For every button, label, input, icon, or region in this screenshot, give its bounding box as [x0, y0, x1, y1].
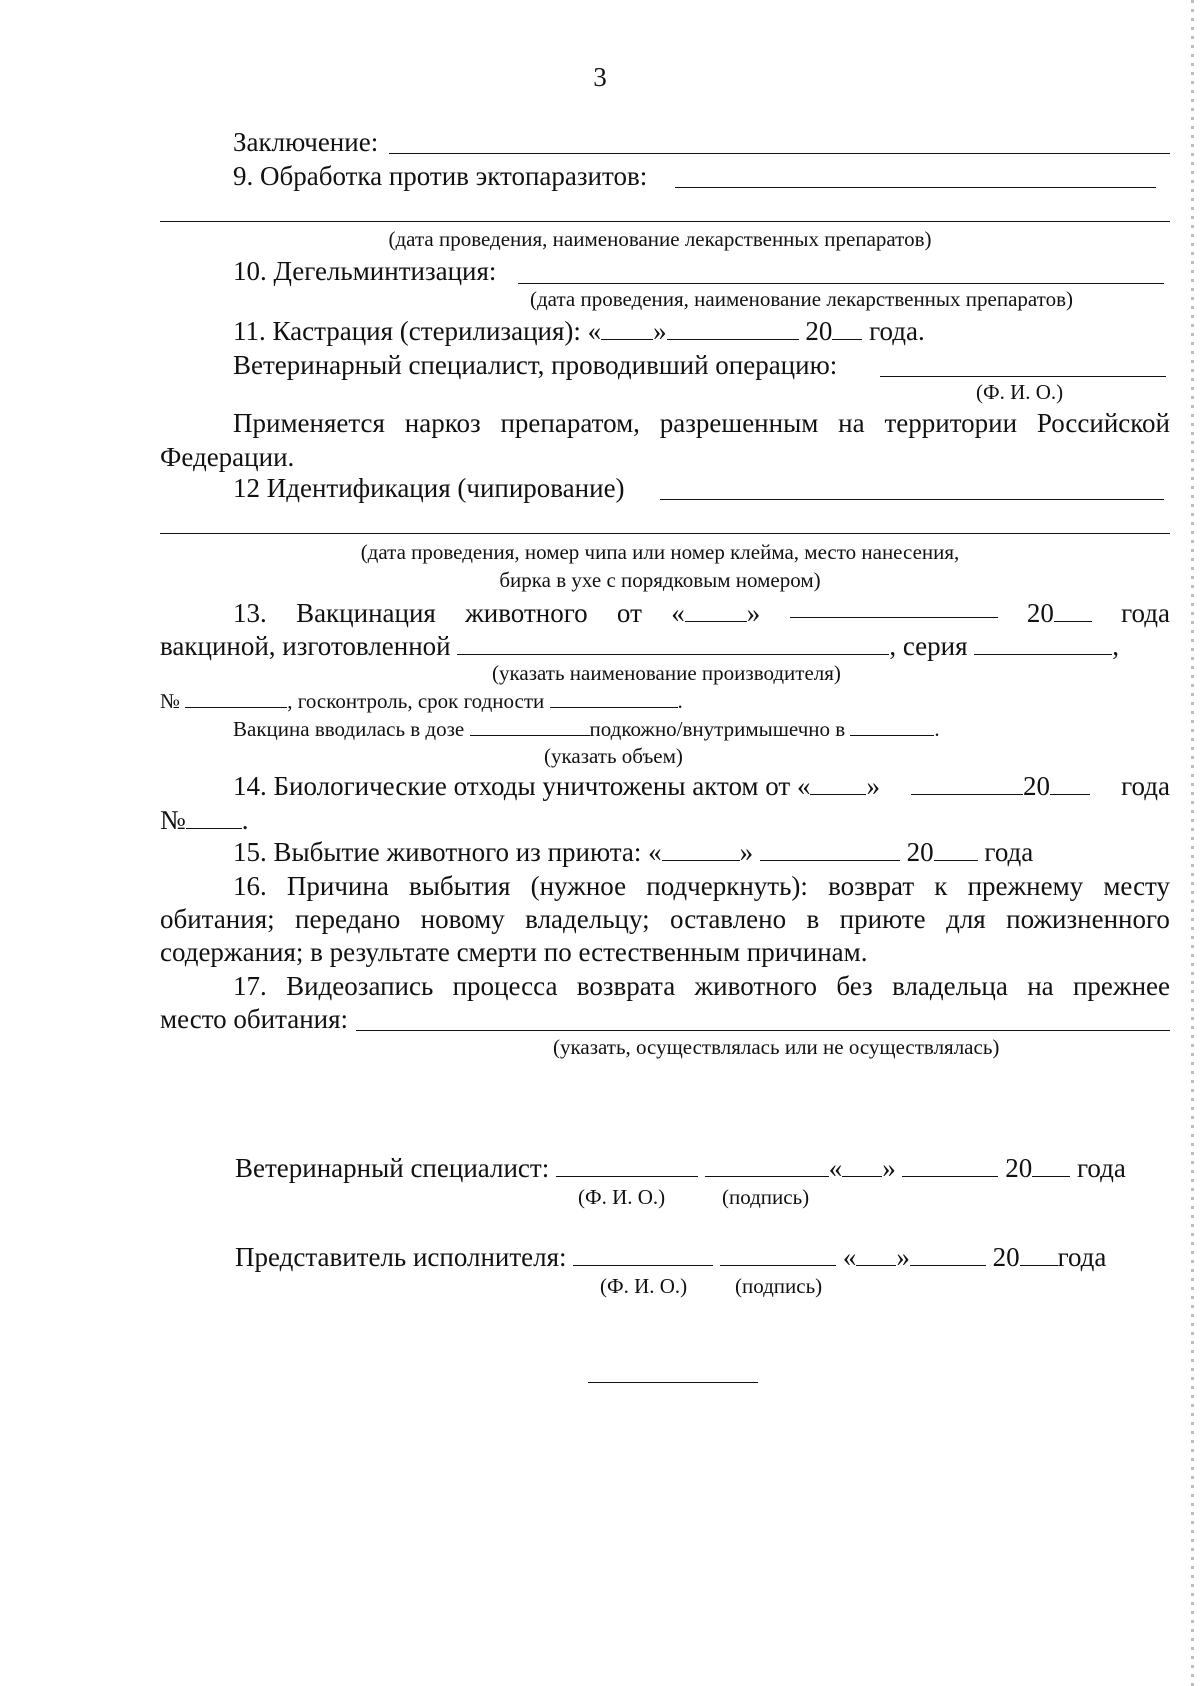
signature-vet-hint-sign: (подпись): [722, 1185, 810, 1209]
signature-vet-day-blank: [842, 1156, 882, 1177]
item13-month-blank: [790, 597, 998, 618]
signature-vet-hint-fio: (Ф. И. О.): [578, 1185, 666, 1209]
item10-line: [518, 283, 1164, 284]
signature-vet-sign-blank: [705, 1156, 829, 1177]
item17-line-2-label: место обитания:: [160, 1004, 349, 1034]
signature-rep-month-blank: [910, 1245, 986, 1266]
item13-hint-volume: (указать объем): [544, 744, 683, 768]
item17-line: [356, 1030, 1170, 1031]
item15-day-blank: [662, 840, 740, 861]
signature-vet-row: Ветеринарный специалист: « » 20 года: [235, 1153, 1126, 1183]
item13-date-blank: « »: [671, 598, 761, 628]
signature-rep-label: Представитель исполнителя:: [235, 1242, 567, 1272]
item13-line-3: № , госконтроль, срок годности .: [160, 689, 683, 713]
page-number: 3: [593, 62, 607, 92]
anesthesia-line-2: Федерации.: [160, 442, 295, 472]
item13-word: животного: [465, 598, 588, 628]
item9-line: [675, 187, 1156, 188]
item15-year-blank: [934, 840, 978, 861]
conclusion-label: Заключение:: [233, 127, 379, 157]
item15-line: 15. Выбытие животного из приюта: « » 20 года: [233, 837, 1034, 867]
item10-label: 10. Дегельминтизация:: [233, 256, 497, 286]
scan-edge-mark: [1191, 0, 1194, 1686]
item13-vaccine-label: вакциной, изготовленной: [160, 631, 451, 661]
item11-year-word: года.: [869, 316, 925, 346]
item14-month-year: 20: [911, 770, 1090, 802]
item14-date: 14. Биологические отходы уничтожены актом от « »: [233, 771, 880, 801]
item11-year-blank: [832, 319, 862, 340]
item11-line: [233, 315, 925, 347]
item13-line-2: вакциной, изготовленной , серия ,: [160, 631, 1120, 661]
item9-label: 9. Обработка против эктопаразитов:: [233, 161, 648, 191]
item13-year-word: года: [1121, 598, 1170, 628]
item13-number-blank: [185, 691, 287, 708]
item9-hint: (дата проведения, наименование лекарственных препаратов): [388, 227, 932, 251]
vet-operation-label: Ветеринарный специалист, проводивший операцию:: [233, 350, 838, 380]
item15-label: 15. Выбытие животного из приюта: «: [233, 837, 662, 867]
item17-hint: (указать, осуществлялась или не осуществлялась): [553, 1035, 1000, 1059]
item11-quote-close: »: [653, 316, 667, 346]
signature-vet-label: Ветеринарный специалист:: [235, 1153, 550, 1183]
item12-hint-2: бирка в ухе с порядковым номером): [499, 568, 821, 592]
item15-year-word: года: [984, 837, 1034, 867]
item15-month-blank: [760, 840, 900, 861]
item16-line-1: 16. Причина выбытия (нужное подчеркнуть): возврат к прежнему месту: [233, 871, 1170, 901]
item13-dose-label: Вакцина вводилась в дозе: [233, 717, 465, 741]
item14-year-word: года: [1121, 771, 1170, 801]
item12-line-2: [160, 533, 1170, 534]
item12-line: [660, 499, 1164, 500]
conclusion-line: [389, 153, 1170, 154]
anesthesia-word: разрешенным: [659, 408, 819, 438]
anesthesia-word: Применяется: [233, 408, 385, 438]
item16-line-2: обитания; передано новому владельцу; оставлено в приюте для пожизненного: [160, 904, 1170, 934]
item14-label: 14. Биологические отходы уничтожены актом от «: [233, 771, 811, 801]
signature-rep-row: Представитель исполнителя: « » 20 года: [235, 1242, 1107, 1272]
anesthesia-word: Российской: [1036, 408, 1170, 438]
signature-rep-year-blank: [1020, 1245, 1058, 1266]
vet-operation-hint: (Ф. И. О.): [976, 380, 1064, 404]
item14-line-2: № .: [160, 805, 249, 835]
item13-year-blank: 20: [1027, 597, 1092, 629]
anesthesia-word: наркоз: [404, 408, 481, 438]
item17-line-1: 17. Видеозапись процесса возврата животного без владельца на прежнее: [233, 971, 1170, 1001]
item15-century: 20: [906, 837, 934, 867]
item13-number: 13.: [233, 598, 267, 628]
item13-dose-blank: [470, 719, 590, 736]
item12-label: 12 Идентификация (чипирование): [233, 473, 625, 503]
item13-line-1: [233, 597, 1170, 629]
item12-hint-1: (дата проведения, номер чипа или номер клейма, место нанесения,: [360, 540, 960, 564]
signature-rep-day-blank: [856, 1245, 896, 1266]
anesthesia-word: препаратом,: [500, 408, 640, 438]
item14-number-blank: [186, 808, 242, 829]
item14-line-1: [233, 770, 1170, 802]
item11-month-blank: [667, 319, 799, 340]
item13-word: от: [616, 598, 642, 628]
signature-rep-sign-blank: [720, 1245, 836, 1266]
signature-vet-fio-blank: [556, 1156, 698, 1177]
item13-hint-manufacturer: (указать наименование производителя): [492, 661, 841, 685]
item13-line-4: Вакцина вводилась в дозе подкожно/внутримышечно в .: [233, 717, 940, 741]
item11-label: 11. Кастрация (стерилизация): «: [233, 316, 602, 346]
signature-rep-fio-blank: [573, 1245, 713, 1266]
item10-hint: (дата проведения, наименование лекарственных препаратов): [530, 287, 1073, 311]
item13-series-blank: [974, 634, 1112, 655]
item11-century: 20: [805, 316, 833, 346]
signature-rep-hint-fio: (Ф. И. О.): [600, 1274, 688, 1298]
item13-series-label: , серия: [889, 631, 968, 661]
vet-operation-line: [880, 376, 1166, 377]
anesthesia-word: на: [838, 408, 865, 438]
closing-separator: [588, 1382, 758, 1383]
signature-vet-year-blank: [1032, 1156, 1070, 1177]
anesthesia-word: территории: [884, 408, 1018, 438]
item16-line-3: содержания; в результате смерти по естественным причинам.: [160, 937, 868, 967]
item13-expiry-blank: [550, 691, 678, 708]
anesthesia-line-1: [233, 407, 1170, 439]
item13-number-sign: №: [160, 689, 181, 713]
item11-day-blank: [601, 319, 653, 340]
item13-goscontrol: , госконтроль, срок годности: [287, 689, 545, 713]
signature-vet-month-blank: [902, 1156, 998, 1177]
item9-line-2: [160, 221, 1170, 222]
item14-number-sign: №: [160, 805, 186, 835]
item13-volume-blank: [850, 719, 934, 736]
item13-manufacturer-blank: [457, 634, 889, 655]
signature-rep-hint-sign: (подпись): [735, 1274, 823, 1298]
item13-route-label: подкожно/внутримышечно в: [589, 717, 846, 741]
item13-word: Вакцинация: [296, 598, 436, 628]
